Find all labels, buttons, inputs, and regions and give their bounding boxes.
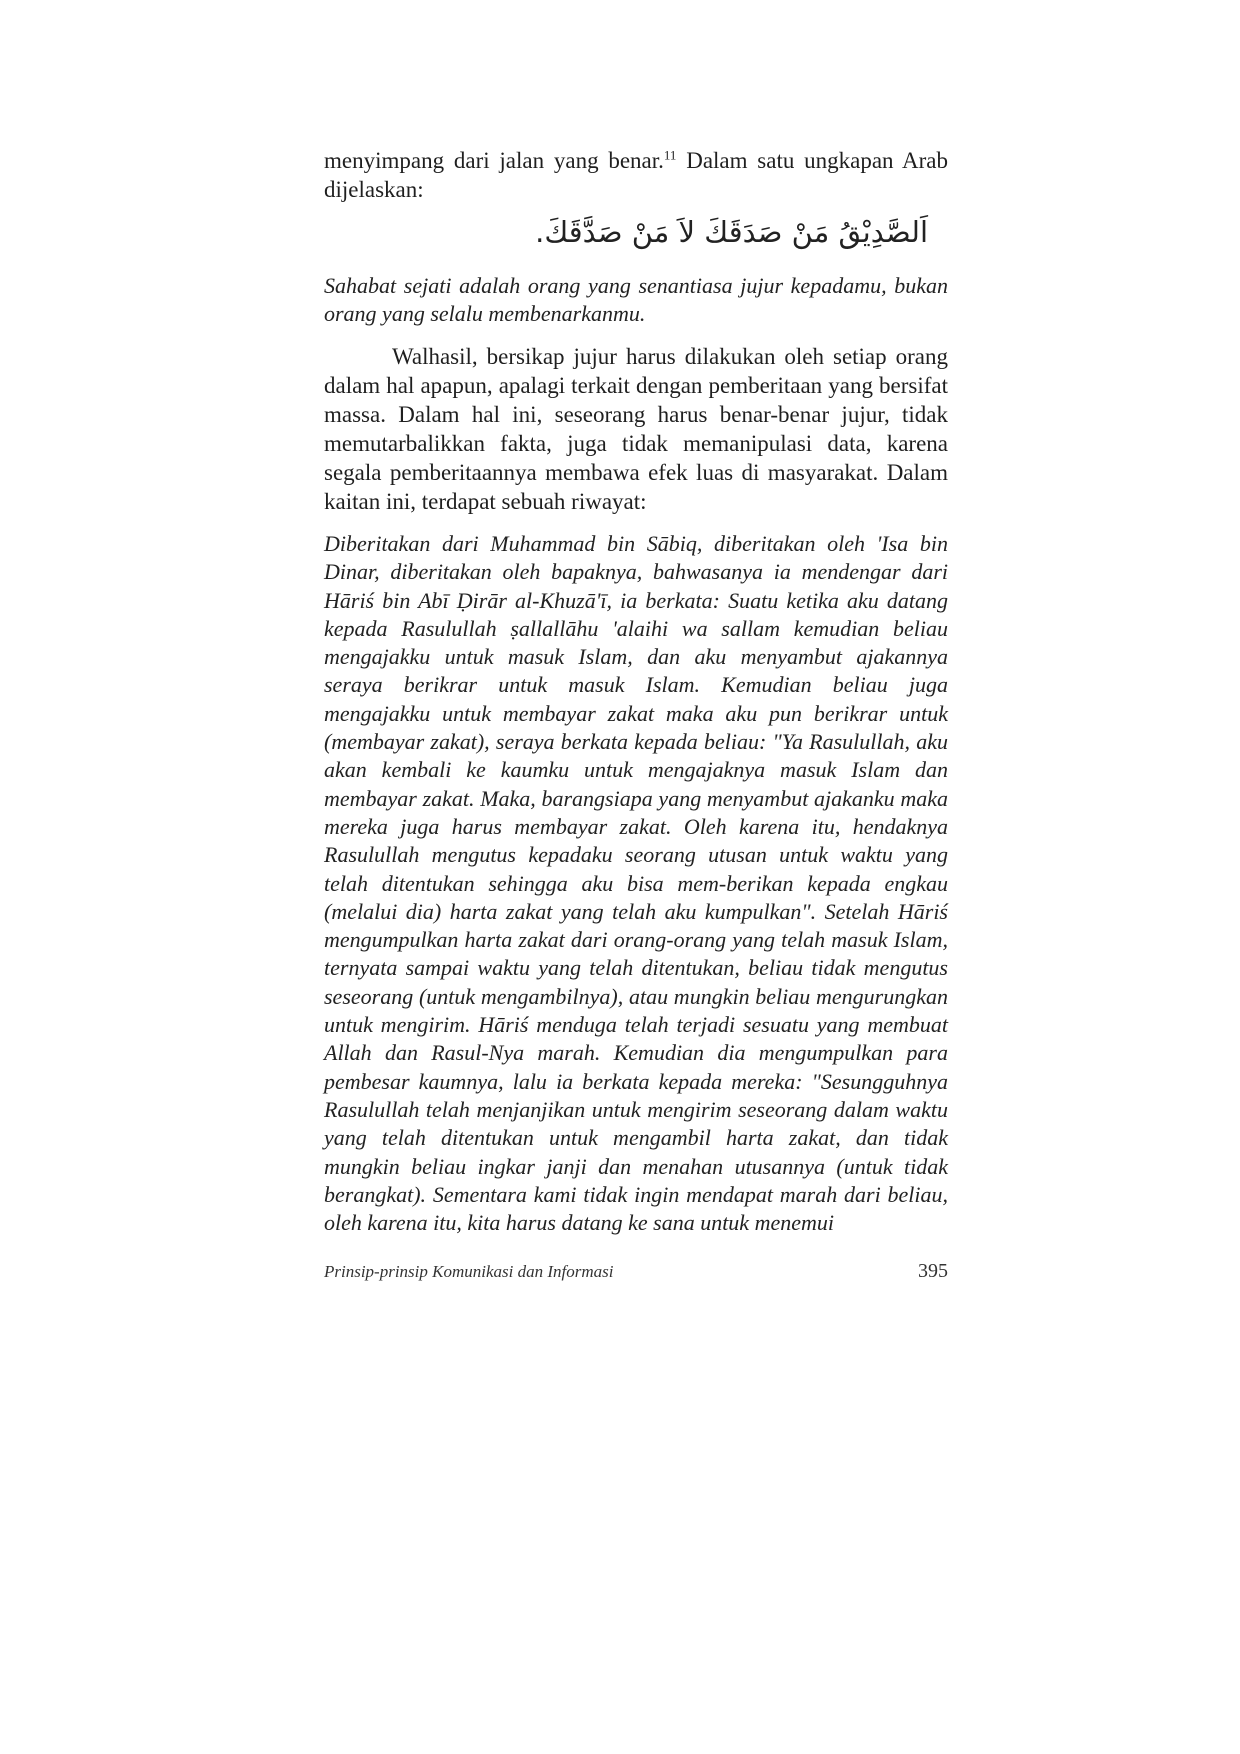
running-footer-title: Prinsip-prinsip Komunikasi dan Informasi: [324, 1262, 614, 1281]
footnote-reference[interactable]: 11: [663, 147, 677, 163]
page-number: 395: [918, 1260, 948, 1282]
arabic-quote: اَلصَّدِيْقُ مَنْ صَدَقَكَ لاَ مَنْ صَدَّقَكَ.: [535, 215, 928, 249]
hadith-narration: Diberitakan dari Muhammad bin Sābiq, diberitakan oleh 'Isa bin Dinar, diberitakan oleh bapaknya, bahwasanya ia mendengar dari Hāriś bin Abī Ḍirār al-Khuzā'ī, ia berkata: Suatu ketika aku datang kepada Rasulullah ṣallallāhu 'alaihi wa sallam kemudian beliau mengajakku untuk masuk Islam, dan aku menyambut ajakannya seraya berikrar untuk masuk Islam. Kemudian beliau juga mengajakku untuk membayar zakat maka aku pun berikrar untuk (membayar zakat), seraya berkata kepada beliau: "Ya Rasulullah, aku akan kembali ke kaumku untuk mengajaknya masuk Islam dan membayar zakat. Maka, barangsiapa yang menyambut ajakanku maka mereka juga harus membayar zakat. Oleh karena itu, hendaknya Rasulullah mengutus kepadaku seorang utusan untuk waktu yang telah ditentukan sehingga aku bisa mem-berikan kepada engkau (melalui dia) harta zakat yang telah aku kumpulkan". Setelah Hāriś mengumpulkan harta zakat dari orang-orang yang telah masuk Islam, ternyata sampai waktu yang telah ditentukan, beliau tidak mengutus seseorang (untuk mengambilnya), atau mungkin beliau mengurungkan untuk mengirim. Hāriś menduga telah terjadi sesuatu yang membuat Allah dan Rasul-Nya marah. Kemudian dia mengumpulkan para pembesar kaumnya, lalu ia berkata kepada mereka: "Sesungguhnya Rasulullah telah menjanjikan untuk mengirim seseorang dalam waktu yang telah ditentukan untuk mengambil harta zakat, dan tidak mungkin beliau ingkar janji dan menahan utusannya (untuk tidak berangkat). Sementara kami tidak ingin mendapat marah dari beliau, oleh karena itu, kita harus datang ke sana untuk menemui: [324, 531, 948, 1236]
intro-text: menyimpang dari jalan yang benar.: [324, 148, 664, 173]
body-paragraph: Walhasil, bersikap jujur harus dilakukan oleh setiap orang dalam hal apapun, apalagi terkait dengan pemberitaan yang bersifat massa. Dalam hal ini, seseorang harus benar-benar jujur, tidak memutarbalikkan fakta, juga tidak memanipulasi data, karena segala pemberitaannya membawa efek luas di masyarakat. Dalam kaitan ini, terdapat sebuah riwayat:: [324, 344, 948, 514]
intro-paragraph: [324, 146, 948, 204]
main-text-block: [324, 146, 948, 1237]
intro-text-continued: Dalam satu ungkapan Arab dijelaskan:: [324, 148, 949, 202]
quote-translation: Sahabat sejati adalah orang yang senantiasa jujur kepadamu, bukan orang yang selalu membenarkanmu.: [324, 273, 948, 326]
page-footer: [324, 1260, 948, 1283]
